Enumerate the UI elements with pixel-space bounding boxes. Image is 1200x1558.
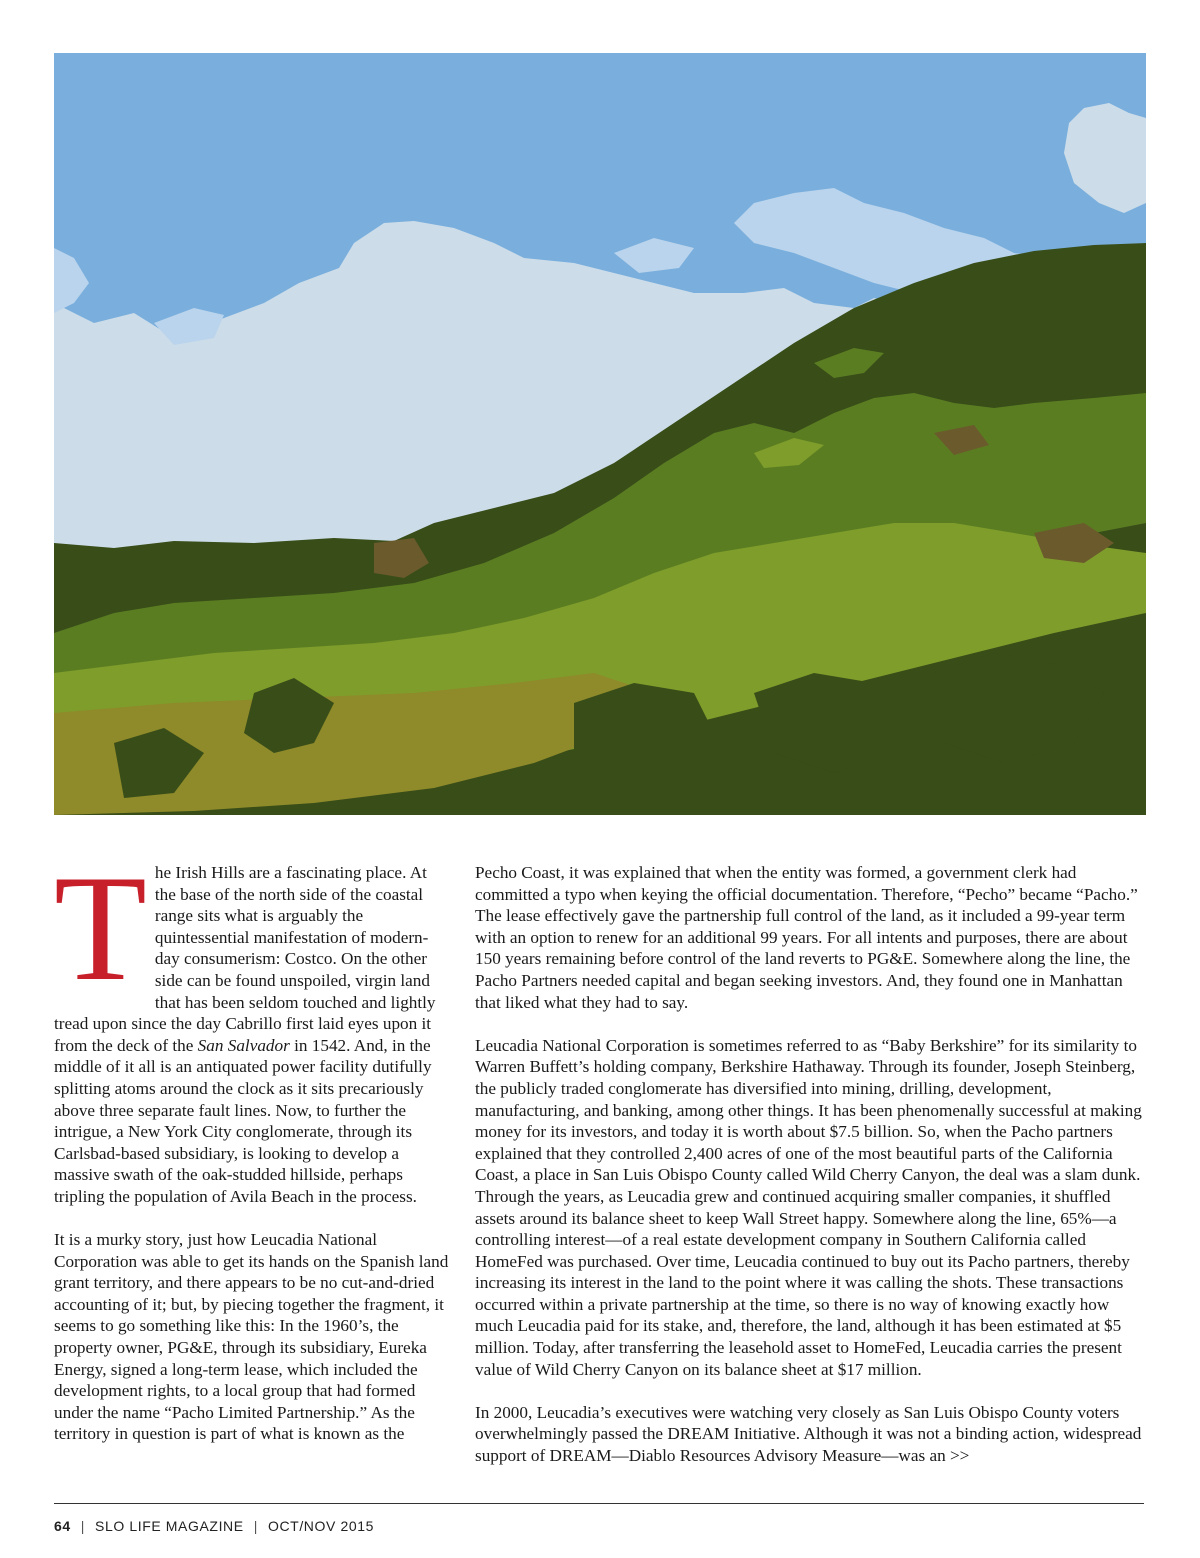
article-left-column [54, 844, 450, 1467]
hero-image [54, 53, 1146, 815]
article-text: in 1542. And, in the middle of it all is an antiquated power facility dutifully splitting atoms around the clock as it sits precariously above three separate fault lines. Now, to further the intrigue, a New York City conglomerate, through its Carlsbad-based subsidiary, is looking to develop a massive swath of the oak-studded hillside, perhaps tripling the population of Avila Beach in the process. [54, 1035, 432, 1206]
footer-separator: | [253, 1518, 258, 1534]
footer-separator: | [80, 1518, 86, 1534]
footer-rule [54, 1503, 1144, 1504]
article-paragraph [54, 844, 450, 1208]
article-paragraph: In 2000, Leucadia’s executives were watching very closely as San Luis Obispo County voters overwhelmingly passed the DREAM Initiative. Although it was not a binding action, widespread support of DREAM—Diablo Resources Advisory Measure—was an >> [475, 1402, 1142, 1466]
article-right-column [475, 862, 1145, 1488]
issue-date: OCT/NOV 2015 [267, 1518, 374, 1534]
article-paragraph: It is a murky story, just how Leucadia National Corporation was able to get its hands on the Spanish land grant territory, and there appears to be no cut-and-dried accounting of it; but, by piecing together the fragment, it seems to go something like this: In the 1960’s, the property owner, PG&E, through its subsidiary, Eureka Energy, signed a long-term lease, which included the development rights, to a local group that had formed under the name “Pacho Limited Partnership.” As the territory in question is part of what is known as the [54, 1230, 449, 1444]
article-paragraph: Leucadia National Corporation is sometimes referred to as “Baby Berkshire” for its similarity to Warren Buffett’s holding company, Berkshire Hathaway. Through its founder, Joseph Steinberg, the publicly traded conglomerate has diversified into mining, drilling, development, manufacturing, and banking, among other things. It has been phenomenally successful at making money for its investors, and today it is worth about $7.5 billion. So, when the Pacho partners explained that they controlled 2,400 acres of one of the most beautiful parts of the California Coast, a place in San Luis Obispo County called Wild Cherry Canyon, the deal was a slam dunk. Through the years, as Leucadia grew and continued acquiring smaller companies, it shuffled assets around its balance sheet to keep Wall Street happy. Somewhere along the line, 65%—a controlling interest—of a real estate development company in Southern California called HomeFed was purchased. Over time, Leucadia continued to buy out its Pacho partners, thereby increasing its interest in the land to the point where it was calling the shots. These transactions occurred within a private partnership at the time, so there is no way of knowing exactly how much Leucadia paid for its stake, and, therefore, the land, although it has been estimated at $5 million. Today, after transferring the leasehold asset to HomeFed, Leucadia carries the present value of Wild Cherry Canyon on its balance sheet at $17 million. [475, 1035, 1142, 1379]
page-number: 64 [54, 1518, 71, 1534]
ship-name: San Salvador [197, 1035, 290, 1055]
article-text: he Irish Hills are a fascinating place. At the base of the north side of the coastal range sits what is arguably the quintessential manifestation of modern-day consumerism: Costco. On the other side can be found unspoiled, virgin land that has been seldom touched and lightly tread upon since the day Cabrillo first laid eyes upon it from the deck of the [54, 863, 436, 1055]
publication-name: SLO LIFE MAGAZINE [95, 1518, 244, 1534]
hillside-landscape-illustration [54, 53, 1146, 815]
article-paragraph: Pecho Coast, it was explained that when the entity was formed, a government clerk had committed a typo when keying the official documentation. Therefore, “Pecho” became “Pacho.” The lease effectively gave the partnership full control of the land, as it included a 99-year term with an option to renew for an additional 99 years. For all intents and purposes, there are about 150 years remaining before control of the land reverts to PG&E. Somewhere along the line, the Pacho Partners needed capital and began seeking investors. And, they found one in Manhattan that liked what they had to say. [475, 863, 1138, 1012]
drop-cap: T [54, 844, 147, 1012]
page-footer [54, 1518, 374, 1534]
